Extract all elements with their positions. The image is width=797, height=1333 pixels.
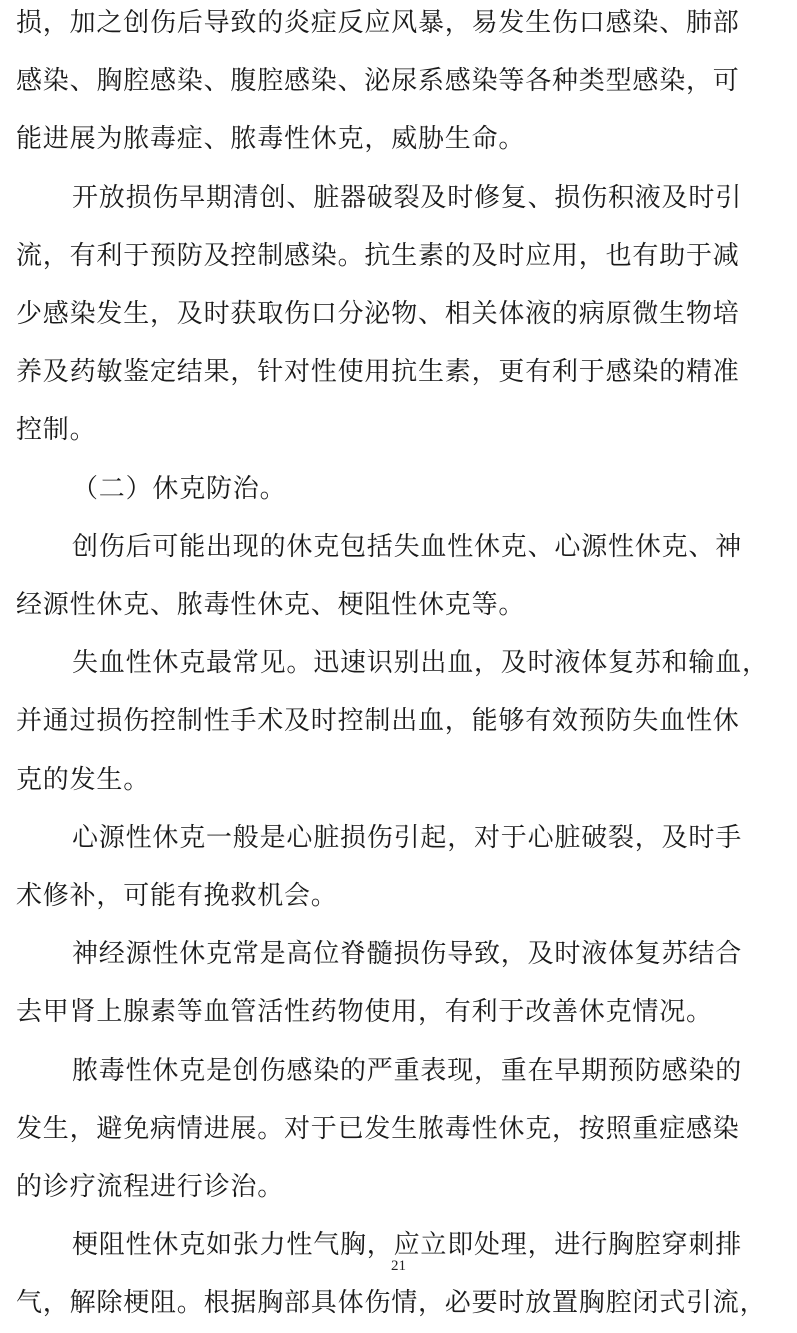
text-line: 神经源性休克常是高位脊髓损伤导致，及时液体复苏结合 [72, 939, 743, 970]
section-heading-shock [16, 460, 784, 518]
paragraph-shock-types [16, 518, 784, 634]
text-line: 术修补，可能有挽救机会。 [16, 881, 338, 912]
text-line: 的诊疗流程进行诊治。 [16, 1172, 285, 1203]
text-line: 控制。 [16, 415, 97, 446]
document-page [16, 0, 784, 1333]
heading-text: （二）休克防治。 [72, 473, 287, 504]
text-line: 开放损伤早期清创、脏器破裂及时修复、损伤积液及时引 [72, 182, 743, 213]
text-line: 克的发生。 [16, 764, 151, 795]
text-line: 脓毒性休克是创伤感染的严重表现，重在早期预防感染的 [72, 1055, 743, 1086]
text-line: 损，加之创伤后导致的炎症反应风暴，易发生伤口感染、肺部 [16, 8, 740, 38]
text-line: 能进展为脓毒症、脓毒性休克，威胁生命。 [16, 124, 526, 155]
text-line: 感染、胸腔感染、腹腔感染、泌尿系感染等各种类型感染，可 [16, 66, 740, 97]
text-line: 去甲肾上腺素等血管活性药物使用，有利于改善休克情况。 [16, 997, 713, 1028]
text-line: 梗阻性休克如张力性气胸，应立即处理，进行胸腔穿刺排 [72, 1230, 743, 1261]
paragraph-hemorrhagic-shock [16, 634, 784, 809]
paragraph-septic-shock [16, 1042, 784, 1217]
text-line: 心源性休克一般是心脏损伤引起，对于心脏破裂，及时手 [72, 822, 743, 853]
text-line: 经源性休克、脓毒性休克、梗阻性休克等。 [16, 590, 526, 621]
text-line: 少感染发生，及时获取伤口分泌物、相关体液的病原微生物培 [16, 299, 740, 330]
page-number: 21 [391, 1258, 406, 1274]
text-line: 失血性休克最常见。迅速识别出血，及时液体复苏和输血， [72, 648, 769, 679]
text-line: 发生，避免病情进展。对于已发生脓毒性休克，按照重症感染 [16, 1113, 740, 1144]
text-line: 气，解除梗阻。根据胸部具体伤情，必要时放置胸腔闭式引流， [16, 1288, 767, 1319]
paragraph-neurogenic-shock [16, 925, 784, 1041]
paragraph-infection-control [16, 169, 784, 460]
text-line: 养及药敏鉴定结果，针对性使用抗生素，更有利于感染的精准 [16, 357, 740, 388]
paragraph-cardiogenic-shock [16, 809, 784, 925]
paragraph-infection-risk [16, 0, 784, 169]
text-line: 并通过损伤控制性手术及时控制出血，能够有效预防失血性休 [16, 706, 740, 737]
text-line: 流，有利于预防及控制感染。抗生素的及时应用，也有助于减 [16, 240, 740, 271]
text-line: 创伤后可能出现的休克包括失血性休克、心源性休克、神 [72, 531, 743, 562]
